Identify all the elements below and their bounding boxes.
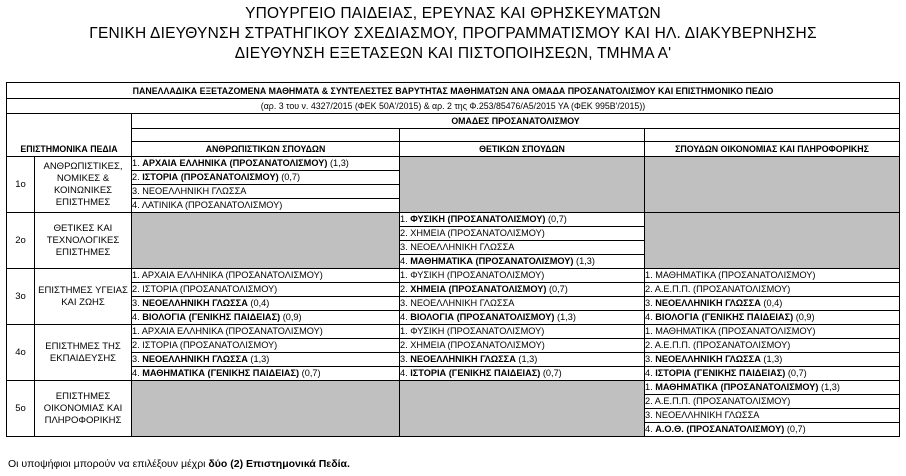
subject-number: 4. [645,312,656,322]
field-number: 3ο [7,269,35,325]
field-name: ΑΝΘΡΩΠΙΣΤΙΚΕΣ, ΝΟΜΙΚΕΣ & ΚΟΙΝΩΝΙΚΕΣ ΕΠΙΣΤΗΜΕΣ [35,157,132,213]
subject-item [400,339,644,353]
footnote [8,458,350,470]
subject-name: ΙΣΤΟΡΙΑ (ΠΡΟΣΑΝΑΤΟΛΙΣΜΟΥ) [142,284,278,294]
field-number: 4ο [7,325,35,381]
subject-item [132,297,399,311]
subjects-cell-humanities [132,269,400,325]
field-row [7,269,900,325]
subject-item [645,311,899,324]
subject-number: 4. [400,256,411,266]
subject-name: ΒΙΟΛΟΓΙΑ (ΓΕΝΙΚΗΣ ΠΑΙΔΕΙΑΣ) [655,312,794,322]
subject-name: ΧΗΜΕΙΑ (ΠΡΟΣΑΝΑΤΟΛΙΣΜΟΥ) [410,228,545,238]
empty-cell-sciences [400,157,645,213]
subject-name: ΜΑΘΗΜΑΤΙΚΑ (ΠΡΟΣΑΝΑΤΟΛΙΣΜΟΥ) [410,256,574,266]
subject-number: 1. [132,270,142,280]
subject-number: 3. [645,354,656,364]
subject-name: ΧΗΜΕΙΑ (ΠΡΟΣΑΝΑΤΟΛΙΣΜΟΥ) [410,284,547,294]
subject-name: ΒΙΟΛΟΓΙΑ (ΓΕΝΙΚΗΣ ΠΑΙΔΕΙΑΣ) [142,312,281,322]
subject-item [645,423,899,436]
subject-number: 2. [645,284,655,294]
subject-name: ΦΥΣΙΚΗ (ΠΡΟΣΑΝΑΤΟΛΙΣΜΟΥ) [410,270,545,280]
subject-name: ΝΕΟΕΛΛΗΝΙΚΗ ΓΛΩΣΣΑ [410,298,515,308]
weight-coefficient: (0,7) [278,172,301,182]
subject-number: 1. [645,382,656,392]
subject-item [645,297,899,311]
subject-number: 4. [132,368,143,378]
subject-number: 4. [132,312,143,322]
subject-name: ΜΑΘΗΜΑΤΙΚΑ (ΓΕΝΙΚΗΣ ΠΑΙΔΕΙΑΣ) [142,368,300,378]
subject-name: Α.Ο.Θ. (ΠΡΟΣΑΝΑΤΟΛΙΣΜΟΥ) [655,424,785,434]
weight-coefficient: (0,7) [546,284,568,294]
empty-cell-humanities [132,381,400,437]
subject-list [645,381,899,436]
weight-coefficient: (1,3) [573,256,595,266]
subject-item [132,367,399,380]
weight-coefficient: (0,9) [793,312,815,322]
corner-cell [7,114,132,142]
subject-name: ΛΑΤΙΝΙΚΑ (ΠΡΟΣΑΝΑΤΟΛΙΣΜΟΥ) [141,200,283,210]
field-name: ΕΠΙΣΤΗΜΕΣ ΟΙΚΟΝΟΜΙΑΣ ΚΑΙ ΠΛΗΡΟΦΟΡΙΚΗΣ [35,381,132,437]
subject-number: 1. [400,326,411,336]
subject-name: ΝΕΟΕΛΛΗΝΙΚΗ ΓΛΩΣΣΑ [142,298,248,308]
subject-item [400,325,644,339]
subject-number: 4. [645,368,656,378]
subject-number: 4. [132,200,142,210]
subject-number: 2. [132,340,143,350]
subject-item [645,395,899,409]
weight-coefficient: (0,9) [280,312,302,322]
subjects-cell-humanities [132,157,400,213]
subject-name: ΧΗΜΕΙΑ (ΠΡΟΣΑΝΑΤΟΛΙΣΜΟΥ) [410,340,545,350]
field-number: 2ο [7,213,35,269]
subject-item [400,241,644,255]
weight-coefficient: (0,7) [784,424,806,434]
weight-coefficient: (1,3) [554,312,576,322]
subject-number: 2. [132,172,143,182]
subject-number: 2. [645,396,655,406]
subject-name: ΑΡΧΑΙΑ ΕΛΛΗΝΙΚΑ (ΠΡΟΣΑΝΑΤΟΛΙΣΜΟΥ) [141,270,323,280]
subject-number: 2. [645,340,655,350]
subject-item [400,311,644,324]
empty-cell-economics [645,213,900,269]
ministry-title: ΥΠΟΥΡΓΕΙΟ ΠΑΙΔΕΙΑΣ, ΕΡΕΥΝΑΣ ΚΑΙ ΘΡΗΣΚΕΥΜΑΤΩΝ [245,5,661,22]
subject-number: 1. [645,270,656,280]
subject-item [400,213,644,227]
subject-item [400,367,644,380]
subject-list [132,157,399,212]
subject-item [132,283,399,297]
subjects-cell-sciences [400,213,645,269]
subject-name: ΝΕΟΕΛΛΗΝΙΚΗ ΓΛΩΣΣΑ [142,186,247,196]
spacer-cell [132,129,400,142]
subject-list [400,213,644,268]
subject-number: 4. [400,312,411,322]
subject-number: 3. [132,354,143,364]
footnote-text: Οι υποψήφιοι μπορούν να επιλέξουν μέχρι [8,458,209,470]
subject-name: ΙΣΤΟΡΙΑ (ΓΕΝΙΚΗΣ ΠΑΙΔΕΙΑΣ) [410,368,541,378]
field-row [7,381,900,437]
weight-coefficient: (1,3) [515,354,538,364]
subject-item [645,409,899,423]
subject-number: 1. [132,158,143,168]
subject-name: ΜΑΘΗΜΑΤΙΚΑ (ΠΡΟΣΑΝΑΤΟΛΙΣΜΟΥ) [655,326,816,336]
subject-name: Α.Ε.Π.Π. (ΠΡΟΣΑΝΑΤΟΛΙΣΜΟΥ) [654,284,791,294]
subject-number: 3. [645,410,656,420]
subject-number: 2. [400,284,411,294]
subject-item [645,367,899,380]
subject-number: 3. [645,298,656,308]
subject-name: ΝΕΟΕΛΛΗΝΙΚΗ ΓΛΩΣΣΑ [410,242,515,252]
field-row [7,325,900,381]
subject-number: 3. [132,298,143,308]
weight-coefficient: (1,3) [760,354,783,364]
field-number: 5ο [7,381,35,437]
subject-item [400,283,644,297]
subject-item [400,227,644,241]
legal-reference: (αρ. 3 του ν. 4327/2015 (ΦΕΚ 50Α'/2015) & αρ. 2 της Φ.253/85476/Α5/2015 ΥΑ (ΦΕΚ 995Β'/2015)) [7,99,900,114]
subject-number: 2. [132,284,143,294]
empty-cell-economics [645,157,900,213]
subject-number: 1. [645,326,656,336]
subject-list [132,325,399,380]
subject-name: ΜΑΘΗΜΑΤΙΚΑ (ΠΡΟΣΑΝΑΤΟΛΙΣΜΟΥ) [655,382,819,392]
subjects-cell-sciences [400,269,645,325]
subject-name: ΙΣΤΟΡΙΑ (ΠΡΟΣΑΝΑΤΟΛΙΣΜΟΥ) [142,340,278,350]
subject-name: ΝΕΟΕΛΛΗΝΙΚΗ ΓΛΩΣΣΑ [142,354,248,364]
subject-item [645,381,899,395]
subject-name: ΝΕΟΕΛΛΗΝΙΚΗ ΓΛΩΣΣΑ [655,298,761,308]
subject-item [132,171,399,185]
subject-item [645,283,899,297]
subjects-cell-economics [645,381,900,437]
subject-name: ΝΕΟΕΛΛΗΝΙΚΗ ΓΛΩΣΣΑ [655,354,761,364]
subject-name: ΙΣΤΟΡΙΑ (ΓΕΝΙΚΗΣ ΠΑΙΔΕΙΑΣ) [655,368,786,378]
subject-number: 2. [400,228,411,238]
subject-item [400,353,644,367]
directorate-general-title: ΓΕΝΙΚΗ ΔΙΕΥΘΥΝΣΗ ΣΤΡΑΤΗΓΙΚΟΥ ΣΧΕΔΙΑΣΜΟΥ, ΠΡΟΓΡΑΜΜΑΤΙΣΜΟΥ ΚΑΙ ΗΛ. ΔΙΑΚΥΒΕΡΝΗΣΗΣ [89,25,817,42]
footnote-emphasis: δύο (2) Επιστημονικά Πεδία. [208,458,350,470]
weight-coefficient: (1,3) [247,354,270,364]
subject-name: Α.Ε.Π.Π. (ΠΡΟΣΑΝΑΤΟΛΙΣΜΟΥ) [654,340,791,350]
subject-item [400,297,644,311]
subject-list [645,325,899,380]
field-row [7,213,900,269]
subject-item [132,311,399,324]
subject-item [645,269,899,283]
document-header [0,4,906,64]
empty-cell-sciences [400,381,645,437]
subjects-cell-humanities [132,325,400,381]
subject-number: 3. [400,298,411,308]
spacer-cell [645,129,900,142]
subject-number: 3. [400,354,411,364]
subject-name: ΝΕΟΕΛΛΗΝΙΚΗ ΓΛΩΣΣΑ [655,410,760,420]
subject-number: 3. [400,242,411,252]
subject-name: ΑΡΧΑΙΑ ΕΛΛΗΝΙΚΑ (ΠΡΟΣΑΝΑΤΟΛΙΣΜΟΥ) [142,158,328,168]
group-header-humanities: ΑΝΘΡΩΠΙΣΤΙΚΩΝ ΣΠΟΥΔΩΝ [132,142,400,157]
subject-name: ΦΥΣΙΚΗ (ΠΡΟΣΑΝΑΤΟΛΙΣΜΟΥ) [410,326,545,336]
subject-number: 1. [400,270,411,280]
subject-item [132,269,399,283]
weight-coefficient: (0,7) [540,368,562,378]
subject-number: 4. [645,424,656,434]
weight-coefficient: (1,3) [818,382,840,392]
subject-list [645,269,899,324]
subjects-cell-sciences [400,325,645,381]
weight-coefficient: (0,7) [545,214,567,224]
field-name: ΘΕΤΙΚΕΣ ΚΑΙ ΤΕΧΝΟΛΟΓΙΚΕΣ ΕΠΙΣΤΗΜΕΣ [35,213,132,269]
subjects-cell-economics [645,325,900,381]
weight-coefficient: (0,4) [760,298,783,308]
subject-list [132,269,399,324]
subject-item [400,255,644,268]
group-header-sciences: ΘΕΤΙΚΩΝ ΣΠΟΥΔΩΝ [400,142,645,157]
subject-item [400,269,644,283]
subject-number: 1. [400,214,411,224]
subject-item [132,353,399,367]
groups-header: ΟΜΑΔΕΣ ΠΡΟΣΑΝΑΤΟΛΙΣΜΟΥ [132,114,900,129]
subject-list [400,269,644,324]
subject-name: ΜΑΘΗΜΑΤΙΚΑ (ΠΡΟΣΑΝΑΤΟΛΙΣΜΟΥ) [655,270,816,280]
weight-coefficient: (1,3) [327,158,349,168]
weight-coefficient: (0,7) [785,368,807,378]
subject-item [132,157,399,171]
subject-name: ΝΕΟΕΛΛΗΝΙΚΗ ΓΛΩΣΣΑ [410,354,516,364]
subject-name: ΑΡΧΑΙΑ ΕΛΛΗΝΙΚΑ (ΠΡΟΣΑΝΑΤΟΛΙΣΜΟΥ) [141,326,323,336]
field-name: ΕΠΙΣΤΗΜΕΣ ΥΓΕΙΑΣ ΚΑΙ ΖΩΗΣ [35,269,132,325]
subject-item [132,339,399,353]
subject-number: 2. [400,340,411,350]
subject-name: Α.Ε.Π.Π. (ΠΡΟΣΑΝΑΤΟΛΙΣΜΟΥ) [654,396,791,406]
table-heading: ΠΑΝΕΛΛΑΔΙΚΑ ΕΞΕΤΑΖΟΜΕΝΑ ΜΑΘΗΜΑΤΑ & ΣΥΝΤΕΛΕΣΤΕΣ ΒΑΡΥΤΗΤΑΣ ΜΑΘΗΜΑΤΩΝ ΑΝΑ ΟΜΑΔΑ ΠΡΟΣΑΝΑΤΟΛΙΣΜΟΥ ΚΑΙ ΕΠΙΣΤΗΜΟΝΙΚΟ ΠΕΔΙΟ [7,83,900,99]
weight-coefficient: (0,7) [299,368,321,378]
field-number: 1ο [7,157,35,213]
subjects-table [6,82,900,437]
subjects-cell-economics [645,269,900,325]
subject-item [132,199,399,212]
subject-item [645,353,899,367]
fields-header: ΕΠΙΣΤΗΜΟΝΙΚΑ ΠΕΔΙΑ [7,142,132,157]
subject-name: ΙΣΤΟΡΙΑ (ΠΡΟΣΑΝΑΤΟΛΙΣΜΟΥ) [142,172,279,182]
subject-item [132,325,399,339]
field-name: ΕΠΙΣΤΗΜΕΣ ΤΗΣ ΕΚΠΑΙΔΕΥΣΗΣ [35,325,132,381]
group-header-economics: ΣΠΟΥΔΩΝ ΟΙΚΟΝΟΜΙΑΣ ΚΑΙ ΠΛΗΡΟΦΟΡΙΚΗΣ [645,142,900,157]
subject-list [400,325,644,380]
subject-number: 4. [400,368,411,378]
subject-item [645,339,899,353]
subject-name: ΒΙΟΛΟΓΙΑ (ΠΡΟΣΑΝΑΤΟΛΙΣΜΟΥ) [410,312,555,322]
field-row [7,157,900,213]
subject-number: 3. [132,186,143,196]
subject-name: ΦΥΣΙΚΗ (ΠΡΟΣΑΝΑΤΟΛΙΣΜΟΥ) [410,214,546,224]
subject-item [132,185,399,199]
spacer-cell [400,129,645,142]
weight-coefficient: (0,4) [247,298,270,308]
subject-item [645,325,899,339]
directorate-title: ΔΙΕΥΘΥΝΣΗ ΕΞΕΤΑΣΕΩΝ ΚΑΙ ΠΙΣΤΟΠΟΙΗΣΕΩΝ, ΤΜΗΜΑ Α' [234,45,672,62]
subject-number: 1. [132,326,142,336]
empty-cell-humanities [132,213,400,269]
